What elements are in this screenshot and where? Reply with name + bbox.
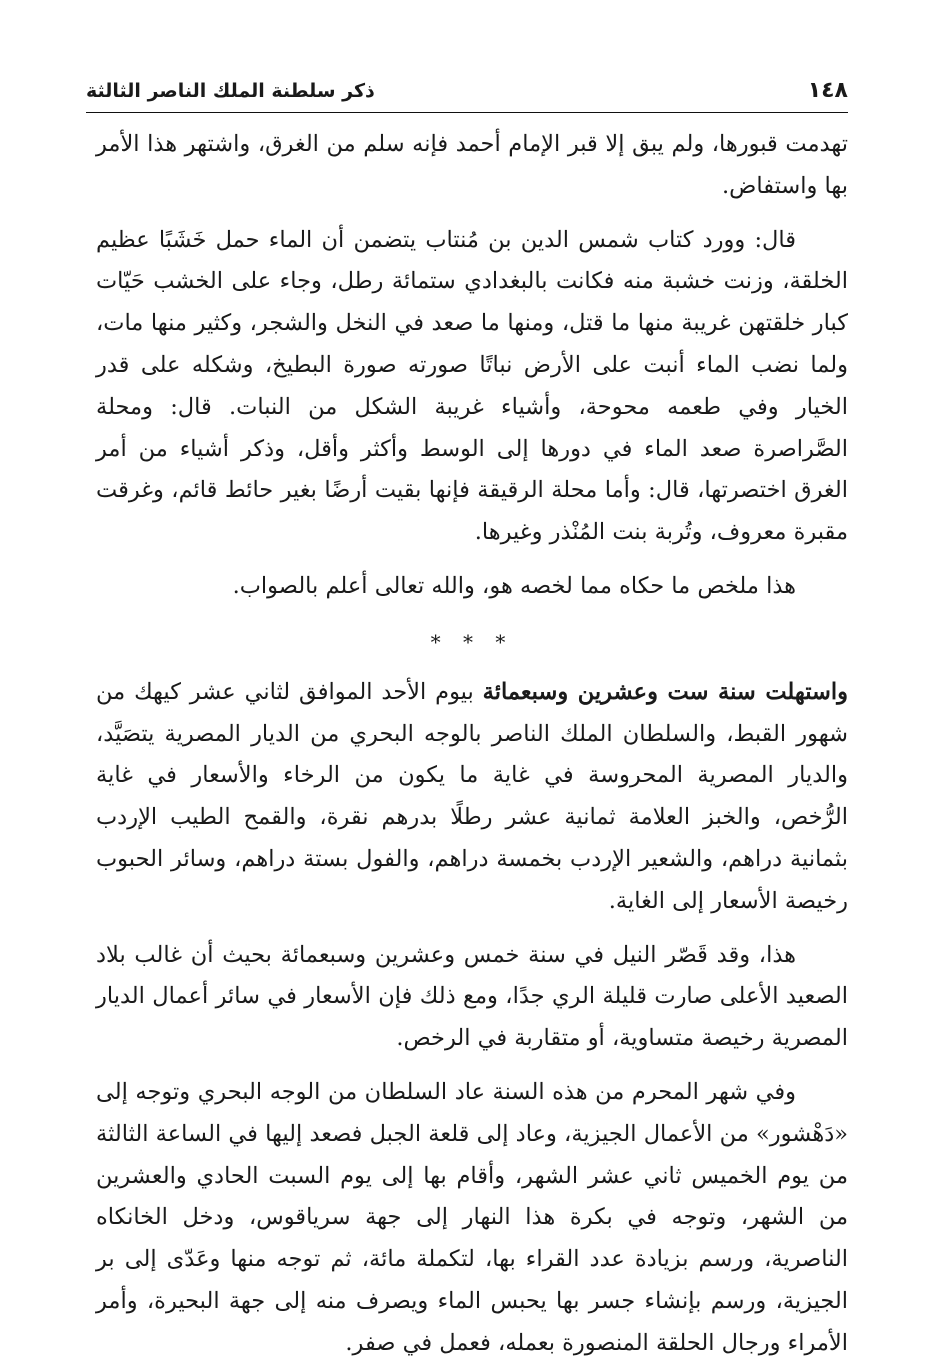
paragraph-spacer — [96, 554, 848, 566]
running-head — [86, 78, 848, 112]
running-title: ذكر سلطنة الملك الناصر الثالثة — [86, 80, 375, 102]
paragraph-spacer — [96, 208, 848, 220]
header-rule — [86, 112, 848, 113]
paragraph-spacer — [96, 1060, 848, 1072]
paragraph — [96, 672, 848, 923]
paragraph-spacer — [96, 923, 848, 935]
section-separator: * * * — [430, 629, 514, 654]
paragraph: وفي شهر المحرم من هذه السنة عاد السلطان من الوجه البحري وتوجه إلى «دَهْشور» من الأعمال الجيزية، وعاد إلى قلعة الجبل فصعد إليها في الساعة الثالثة من يوم الخميس ثاني عشر الشهر، وأقام بها إلى يوم السبت الحادي والعشرين من الشهر، وتوجه في بكرة هذا النهار إلى جهة سرياقوس، ودخل الخانكاه الناصرية، ورسم بزيادة عدد القراء بها، لتكملة مائة، ثم توجه منها وعَدّى إلى بر الجيزية، ورسم بإنشاء جسر بها يحبس الماء ويصرف منه إلى جهة البحيرة، وأمر الأمراء ورجال الحلقة المنصورة بعمله، فعمل في صفر. — [96, 1078, 848, 1356]
page-number: ١٤٨ — [807, 78, 848, 103]
paragraph: قال: وورد كتاب شمس الدين بن مُنتاب يتضمن أن الماء حمل خَشَبًا عظيم الخلقة، وزنت خشبة منه فكانت بالبغدادي ستمائة رطل، وجاء على الخشب حَيّات كبار خلقتهن غريبة منها ما قتل، ومنها ما صعد في النخل والشجر، وكثير منها مات، ولما نضب الماء أنبت على الأرض نباتًا صورته صورة البطيخ، وشكله على قدر الخيار وفي طعمه محوحة، وأشياء غريبة الشكل من النبات. قال: ومحلة الصَّراصرة صعد الماء في دورها إلى الوسط وأكثر وأقل، وذكر أشياء من أمر الغرق اختصرتها، قال: وأما محلة الرقيقة فإنها بقيت أرضًا بغير حائط قائم، وغرقت مقبرة معروف، وتُربة بنت المُنْذر وغيرها. — [96, 226, 848, 546]
body-text — [96, 124, 848, 1365]
paragraph: هذا ملخص ما حكاه مما لخصه هو، والله تعالى أعلم بالصواب. — [232, 572, 796, 599]
paragraph: هذا، وقد قَصّر النيل في سنة خمس وعشرين وسبعمائة بحيث أن غالب بلاد الصعيد الأعلى صارت قليلة الري جدًا، ومع ذلك فإن الأسعار في سائر أعمال الديار المصرية رخيصة متساوية، أو متقاربة في الرخص. — [96, 941, 848, 1052]
year-heading: واستهلت سنة ست وعشرين وسبعمائة — [482, 678, 848, 705]
paragraph-text: بيوم الأحد الموافق لثاني عشر كيهك من شهور القبط، والسلطان الملك الناصر بالوجه البحري من الديار المصرية يتصَيَّد، والديار المصرية المحروسة في غاية ما يكون من الرخاء والأسعار في غاية الرُّخص، والخبز العلامة ثمانية عشر رطلًا بدرهم نقرة، والقمح الطيب الإردب بثمانية دراهم، والشعير الإردب بخمسة دراهم، والفول بستة دراهم، وسائر الحبوب رخيصة الأسعار إلى الغاية. — [96, 678, 848, 914]
paragraph: تهدمت قبورها، ولم يبق إلا قبر الإمام أحمد فإنه سلم من الغرق، واشتهر هذا الأمر بها واستفاض. — [96, 131, 848, 199]
